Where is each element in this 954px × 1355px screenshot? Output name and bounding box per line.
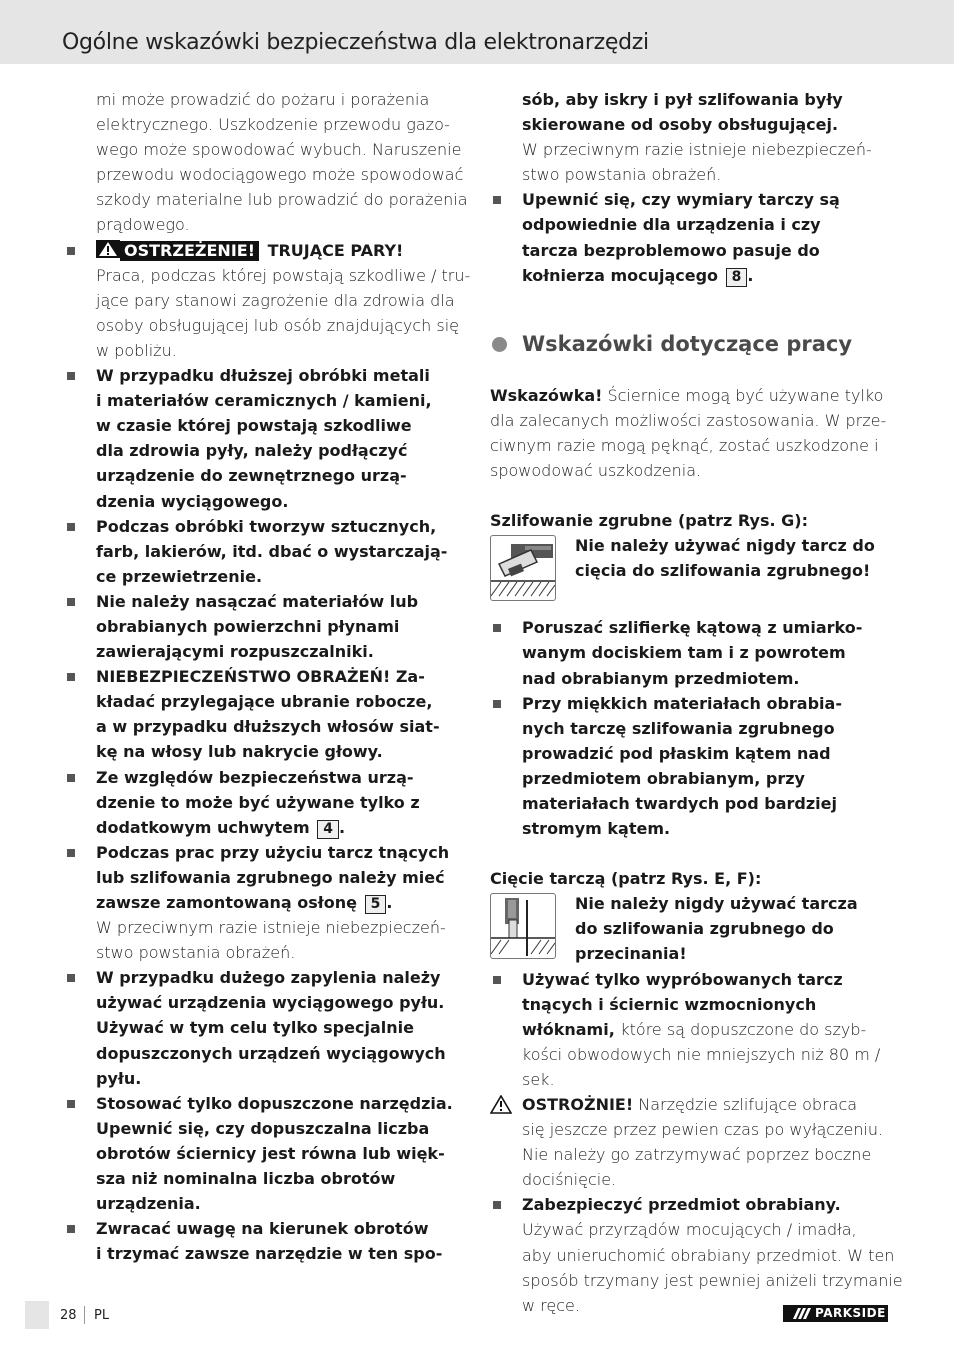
caution-text: Narzędzie szlifujące obraca się jeszcze przez pewien czas po wyłączeniu. Nie należy go zatrzymywać poprzez boczne dociśnięcie. xyxy=(522,1095,884,1190)
list-item-text xyxy=(96,840,474,915)
text-line: przecinania! xyxy=(575,944,687,964)
list-item-text xyxy=(522,187,910,287)
text-line: nad obrabianym przedmiotem. xyxy=(522,668,800,688)
text-line: Używać w tym celu tylko specjalnie xyxy=(96,1018,414,1038)
text-line: W przypadku dużego zapylenia należy xyxy=(96,968,441,988)
text-line: mi może prowadzić do pożaru i porażenia xyxy=(96,90,430,109)
text-line: przewodu wodociągowego może spowodować xyxy=(96,165,464,185)
text-line: Nie należy nigdy używać tarcza xyxy=(575,894,858,914)
caution-label: OSTROŻNIE! xyxy=(522,1095,634,1114)
subheading-rough-grinding: Szlifowanie zgrubne (patrz Rys. G): xyxy=(490,511,808,531)
text-line: Praca, podczas której powstają szkodliwe / tru- xyxy=(96,265,471,285)
continued-text xyxy=(490,87,910,137)
text-line: aby unieruchomić obrabiany przedmiot. W ten xyxy=(522,1245,895,1265)
list-item-text xyxy=(96,514,474,589)
text-line: Stosować tylko dopuszczone narzędzia. xyxy=(96,1093,453,1113)
text-line: w czasie której powstają szkodliwe xyxy=(96,416,412,436)
text-line: osoby obsługującej lub osób znajdujących się xyxy=(96,315,459,335)
text-line: jące pary stanowi zagrożenie dla zdrowia dla xyxy=(96,290,455,310)
text-line: urządzenia. xyxy=(96,1194,201,1214)
text-line: Zwracać uwagę na kierunek obrotów xyxy=(96,1219,429,1239)
list-item-secure-workpiece xyxy=(490,1192,910,1317)
text-line: i trzymać zawsze narzędzie w ten spo- xyxy=(96,1244,443,1264)
bullet-icon xyxy=(67,774,75,782)
text-line: farb, lakierów, itd. dbać o wystarczają- xyxy=(96,541,448,561)
warning-triangle-icon xyxy=(96,240,120,258)
text-line: zawsze zamontowaną osłonę 5 . xyxy=(96,893,393,912)
list-item-text xyxy=(96,1091,474,1216)
list-item-guard xyxy=(64,840,474,965)
text-line: a w przypadku dłuższych włosów siat- xyxy=(96,717,440,737)
logo-stripes-icon xyxy=(787,1305,815,1322)
text-line: obrabianych powierzchni płynami xyxy=(96,616,400,636)
list-item-handle xyxy=(64,765,474,840)
rough-grinding-warning xyxy=(490,533,910,593)
intro-text xyxy=(64,87,474,238)
list-item-text xyxy=(96,765,474,840)
page-title: Ogólne wskazówki bezpieczeństwa dla elektronarzędzi xyxy=(62,30,649,55)
list-item-dust-extraction xyxy=(64,363,474,514)
page-header xyxy=(0,0,954,64)
text-line: prądowego. xyxy=(96,215,190,235)
text-line: sposób trzymany jest pewniej aniżeli trzymanie xyxy=(522,1270,903,1290)
list-item-text xyxy=(522,967,910,1042)
text-line: włóknami, które są dopuszczone do szyb- xyxy=(522,1019,867,1039)
list-item-toxic-fumes xyxy=(64,238,474,363)
text-line: W przypadku dłuższej obróbki metali xyxy=(96,366,430,386)
language-code: PL xyxy=(94,1308,110,1323)
text-line: dzenie to może być używane tylko z xyxy=(96,792,420,812)
text-line: i materiałów ceramicznych / kamieni, xyxy=(96,391,432,411)
text-line: w pobliżu. xyxy=(96,340,177,360)
text-line: Upewnić się, czy wymiary tarczy są xyxy=(522,190,840,210)
cutting-warning xyxy=(490,891,910,966)
list-item-text xyxy=(96,589,474,664)
bullet-icon xyxy=(67,1100,75,1108)
text-line: stromym kątem. xyxy=(522,819,671,839)
bullet-icon xyxy=(67,372,75,380)
text-line: wanym dociskiem tam i z powrotem xyxy=(522,643,846,663)
text-line: W przeciwnym razie istnieje niebezpieczeń- xyxy=(96,918,446,938)
list-item-rotation xyxy=(64,1216,474,1266)
warning-text xyxy=(96,263,474,363)
left-column xyxy=(64,87,474,1266)
list-item-disc-size xyxy=(490,187,910,287)
text-line: obrotów ściernicy jest równa lub więk- xyxy=(96,1143,445,1163)
text-line: Używać tylko wypróbowanych tarcz xyxy=(522,969,843,989)
list-item-text xyxy=(522,615,910,690)
text-line: urządzenie do zewnętrznego urzą- xyxy=(96,466,407,486)
list-item-subtext xyxy=(522,1217,910,1317)
list-item-text xyxy=(96,1216,474,1266)
text-line: nych tarczę szlifowania zgrubnego xyxy=(522,718,835,738)
list-item-subtext: kości obwodowych nie mniejszych niż 80 m / sek. xyxy=(522,1044,881,1089)
footer-box xyxy=(25,1301,49,1329)
text-line: materiałach twardych pod bardziej xyxy=(522,793,837,813)
bullet-icon xyxy=(493,976,501,984)
part-ref-8: 8 xyxy=(726,268,748,287)
cutting-warning-text xyxy=(575,891,910,966)
footer-separator xyxy=(84,1306,85,1324)
list-item-angle xyxy=(490,691,910,842)
note-paragraph xyxy=(490,383,910,483)
text-line: odpowiednie dla urządzenia i czy xyxy=(522,215,821,235)
list-item-heavy-dust xyxy=(64,965,474,1090)
text-line: NIEBEZPIECZEŃSTWO OBRAŻEŃ! Za- xyxy=(96,667,425,687)
list-item-text xyxy=(96,965,474,1090)
text-line: W przeciwnym razie istnieje niebezpieczeń- xyxy=(522,140,872,160)
list-item-text xyxy=(96,664,474,764)
text-line: Podczas prac przy użyciu tarcz tnących xyxy=(96,842,450,862)
text-line: kę na włosy lub nakrycie głowy. xyxy=(96,742,383,762)
warning-title: TRUJĄCE PARY! xyxy=(262,240,404,260)
bullet-icon xyxy=(67,247,75,255)
bullet-icon xyxy=(67,1225,75,1233)
bullet-icon xyxy=(67,523,75,531)
text-line: sza niż nominalna liczba obrotów xyxy=(96,1169,396,1189)
page-number: 28 xyxy=(60,1308,77,1323)
text-line: Poruszać szlifierkę kątową z umiarko- xyxy=(522,618,863,638)
caution-triangle-icon xyxy=(490,1095,512,1114)
list-item-subtext xyxy=(96,915,474,965)
list-item-text xyxy=(522,691,910,842)
list-item-text xyxy=(96,363,474,514)
right-column xyxy=(490,87,910,1318)
text-line: tarcza bezproblemowo pasuje do xyxy=(522,240,820,260)
text-line: prowadzić pod płaskim kątem nad xyxy=(522,743,831,763)
bullet-icon xyxy=(493,700,501,708)
bullet-icon xyxy=(67,673,75,681)
brand-name: PARKSIDE xyxy=(815,1306,886,1320)
text-line: Przy miękkich materiałach obrabia- xyxy=(522,693,842,713)
text-line: elektrycznego. Uszkodzenie przewodu gazo- xyxy=(96,115,450,135)
bullet-icon xyxy=(67,598,75,606)
caution-note xyxy=(490,1092,910,1192)
list-item-reinforced-discs xyxy=(490,967,910,1092)
part-ref-5: 5 xyxy=(365,895,387,914)
bullet-icon xyxy=(67,849,75,857)
section-dot-icon xyxy=(492,337,507,352)
text-line: do szlifowania zgrubnego do xyxy=(575,919,834,939)
note-text: Ściernice mogą być używane tylko dla zalecanych możliwości zastosowania. W prze- ciwnym razie mogą pęknąć, zostać uszkodzone i spowodować uszkodzenia. xyxy=(490,385,887,481)
text-line: używać urządzenia wyciągowego pyłu. xyxy=(96,993,445,1013)
text-line: ce przewietrzenie. xyxy=(96,566,263,586)
bullet-icon xyxy=(493,1201,501,1209)
part-ref-4: 4 xyxy=(317,820,339,839)
rough-grinding-warning-text xyxy=(575,533,910,583)
text-line: Ze względów bezpieczeństwa urzą- xyxy=(96,767,414,787)
text-line: dzenia wyciągowego. xyxy=(96,491,289,511)
warning-label: OSTRZEŻENIE! xyxy=(120,241,259,261)
bullet-icon xyxy=(493,624,501,632)
note-label: Wskazówka! xyxy=(490,385,603,405)
text-line: zawierającymi rozpuszczalniki. xyxy=(96,642,374,662)
list-item-text: Zabezpieczyć przedmiot obrabiany. xyxy=(522,1195,841,1215)
grinding-figure-icon xyxy=(490,535,556,601)
list-item-ventilation xyxy=(64,514,474,589)
text-line: Nie należy nasączać materiałów lub xyxy=(96,591,419,611)
text-line: pyłu. xyxy=(96,1068,142,1088)
text-line: dla zdrowia pyły, należy podłączyć xyxy=(96,441,408,461)
list-item-approved-tools xyxy=(64,1091,474,1216)
continued-subtext xyxy=(490,137,910,187)
text-line: kołnierza mocującego 8 . xyxy=(522,265,754,285)
text-line: skierowane od osoby obsługującej. xyxy=(522,115,839,135)
text-line: tnących i ściernic wzmocnionych xyxy=(522,994,817,1014)
text-line: szkody materialne lub prowadzić do porażenia xyxy=(96,190,468,210)
text-line: lub szlifowania zgrubnego należy mieć xyxy=(96,867,445,887)
text-line: kładać przylegające ubranie robocze, xyxy=(96,692,433,712)
parkside-logo xyxy=(783,1305,888,1322)
text-line: w ręce. xyxy=(522,1295,580,1315)
text-line: dopuszczonych urządzeń wyciągowych xyxy=(96,1043,446,1063)
text-line: Upewnić się, czy dopuszczalna liczba xyxy=(96,1118,430,1138)
cutting-figure-icon xyxy=(490,893,556,959)
list-item-clothing xyxy=(64,664,474,764)
list-item-move-grinder xyxy=(490,615,910,690)
text-line: Nie należy używać nigdy tarcz do xyxy=(575,536,875,556)
subheading-cutting: Cięcie tarczą (patrz Rys. E, F): xyxy=(490,869,762,889)
text-line: Podczas obróbki tworzyw sztucznych, xyxy=(96,516,437,536)
text-line: wego może spowodować wybuch. Naruszenie xyxy=(96,140,462,160)
text-line: stwo powstania obrażeń. xyxy=(522,165,722,185)
section-title: Wskazówki dotyczące pracy xyxy=(490,332,910,357)
bullet-icon xyxy=(67,974,75,982)
text-line: sób, aby iskry i pył szlifowania były xyxy=(522,90,843,109)
list-item-solvents xyxy=(64,589,474,664)
text-line: dodatkowym uchwytem 4 . xyxy=(96,817,346,837)
text-line: Używać przyrządów mocujących / imadła, xyxy=(522,1220,857,1240)
text-line: stwo powstania obrażeń. xyxy=(96,943,296,963)
bullet-icon xyxy=(493,196,501,204)
text-line: przedmiotem obrabianym, przy xyxy=(522,768,805,788)
text-line: cięcia do szlifowania zgrubnego! xyxy=(575,561,871,581)
